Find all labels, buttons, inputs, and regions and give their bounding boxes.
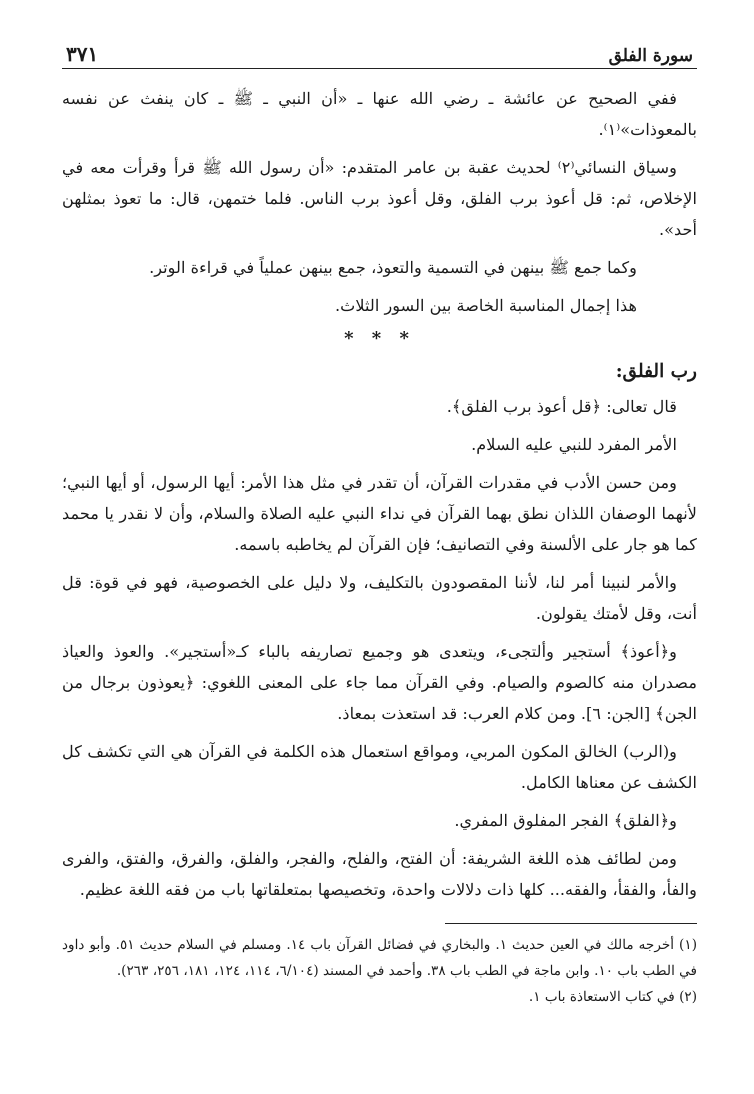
paragraph-3: وكما جمع ﷺ بينهن في التسمية والتعوذ، جمع بينهن عملياً في قراءة الوتر.: [149, 258, 637, 277]
footnote-2: (٢) في كتاب الاستعاذة باب ١.: [528, 989, 697, 1005]
paragraph-9: و﴿أعوذ﴾ أستجير وألتجىء، ويتعدى هو وجميع تصاريفه بالباء كـ«أستجير». والعوذ والعياذ مصدران منه كالصوم والصيام. وفي القرآن مما جاء على المعنى اللغوي: ﴿يعوذون برجال من الجن﴾ [الجن: ٦]. ومن كلام العرب: قد استعذت بمعاذ.: [62, 642, 697, 723]
paragraph-10: و(الرب) الخالق المكون المربي، ومواقع استعمال هذه الكلمة في القرآن هي التي تكشف كل الكشف عن معناها الكامل.: [62, 742, 697, 792]
paragraph-2: وسياق النسائي⁽٢⁾ لحديث عقبة بن عامر المتقدم: «أن رسول الله ﷺ قرأ وقرأت معه في الإخلاص، ثم: قل أعوذ برب الفلق، وقل أعوذ برب الناس. فلما ختمهن، قال: ما تعوذ بمثلهن أحد».: [62, 158, 697, 239]
section-heading: رب الفلق:: [615, 361, 697, 382]
paragraph-12: ومن لطائف هذه اللغة الشريفة: أن الفتح، والفلح، والفجر، والفلق، والفرق، والفتق، والفرى والفأ، والفقأ، والفقه... كلها ذات دلالات واحدة، وتخصيصها بمتعلقاتها باب من فقه اللغة عظيم.: [62, 849, 697, 899]
paragraph-1: ففي الصحيح عن عائشة ـ رضي الله عنها ـ «أن النبي ـ ﷺ ـ كان ينفث عن نفسه بالمعوذات»⁽١⁾.: [62, 89, 697, 139]
paragraph-8: والأمر لنبينا أمر لنا، لأننا المقصودون بالتكليف، ولا دليل على الخصوصية، فهو في قوة: قل أنت، وقل لأمتك يقولون.: [62, 573, 697, 623]
page-number: ٣٧١: [66, 42, 99, 66]
paragraph-7: ومن حسن الأدب في مقدرات القرآن، أن تقدر في مثل هذا الأمر: أيها الرسول، أو أيها النبي؛ لأنهما الوصفان اللذان نطق بهما القرآن في نداء النبي عليه الصلاة والسلام، وأن لا نقدر يا محمد كما هو جار على الألسنة وفي التصانيف؛ فإن القرآن لم يخاطبه باسمه.: [62, 473, 697, 554]
footnote-1: (١) أخرجه مالك في العين حديث ١. والبخاري في فضائل القرآن باب ١٤. ومسلم في السلام حديث ٥١. وأبو داود في الطب باب ١٠. وابن ماجة في الطب باب ٣٨. وأحمد في المسند (٦/١٠٤، ١١٤، ١٢٤، ١٨١، ٢٥٦، ٢٦٣).: [62, 937, 697, 979]
page-body: [62, 83, 697, 905]
paragraph-5: قال تعالى: ﴿قل أعوذ برب الفلق﴾.: [446, 397, 677, 416]
footnote-divider: [445, 923, 697, 924]
book-page: [62, 36, 697, 1010]
paragraph-11: و﴿الفلق﴾ الفجر المفلوق المفري.: [454, 811, 677, 830]
page-header: [62, 36, 697, 69]
section-separator: * * *: [344, 328, 415, 349]
footnotes: [62, 932, 697, 1010]
paragraph-6: الأمر المفرد للنبي عليه السلام.: [471, 435, 677, 454]
paragraph-4: هذا إجمال المناسبة الخاصة بين السور الثلاث.: [334, 296, 637, 315]
running-title: سورة الفلق: [608, 46, 693, 66]
